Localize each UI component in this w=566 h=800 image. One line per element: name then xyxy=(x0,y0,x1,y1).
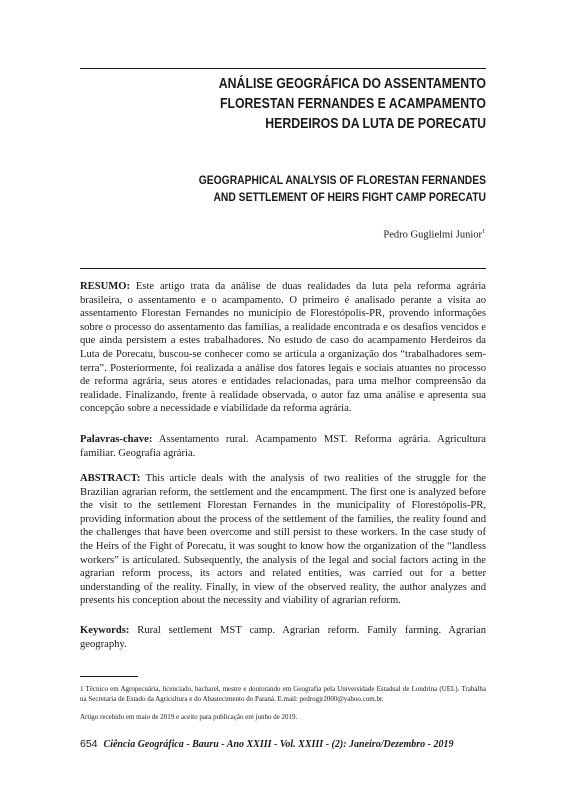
resumo-label: RESUMO: xyxy=(80,281,131,292)
keywords-label: Keywords: xyxy=(80,625,130,636)
keywords-paragraph xyxy=(80,624,486,651)
received-note: Artigo recebido em maio de 2019 e aceito para publicação em junho de 2019. xyxy=(80,713,298,721)
article-title xyxy=(153,74,486,134)
subtitle-line-1: GEOGRAPHICAL ANALYSIS OF FLORESTAN FERNANDES xyxy=(198,173,486,187)
author-footnote: 1 Técnico em Agropecuária, licenciado, bacharel, mestre e doutorando em Geografia pela Universidade Estadual de Londrina (UEL). Trabalha na Secretaria de Estado da Agricultura e do Abastecimento do Paraná. E.mail: pedrogjr2000@yahoo.com.br. xyxy=(80,685,486,703)
abstract-text: This article deals with the analysis of two realities of the struggle for the Brazilian agrarian reform, the settlement and the encampment. The first one is analyzed before the visit to the settlement Florestan Fernandes in the municipality of Florestópolis-PR, providing information about the process of the settlement of the families, the reality found and the challenges that have been overcome and still persist to these workers. In the case study of the Heirs of the Fight of Porecatu, it was sought to know how the organization of the “landless workers” is articulated. Subsequently, the analysis of the legal and social factors acting in the agrarian reform process, its actors and related entities, was carried out for a better understanding of the reality. Finally, in view of the observed reality, the author analyzes and presents his conception about the necessity and viability of agrarian reform. xyxy=(80,473,486,607)
title-line-3: HERDEIROS DA LUTA DE PORECATU xyxy=(265,115,486,132)
page-footer xyxy=(80,738,453,750)
author-name-text: Pedro Guglielmi Junior xyxy=(383,229,482,241)
author-footnote-mark: 1 xyxy=(482,229,485,235)
header-divider xyxy=(80,268,486,269)
palavras-chave-paragraph xyxy=(80,433,486,460)
title-line-2: FLORESTAN FERNANDES E ACAMPAMENTO xyxy=(219,95,486,112)
title-line-1: ANÁLISE GEOGRÁFICA DO ASSENTAMENTO xyxy=(218,75,486,92)
journal-citation: Ciência Geográfica - Bauru - Ano XXIII - Vol. XXIII - (2): Janeiro/Dezembro - 2019 xyxy=(103,739,454,750)
subtitle-line-2: AND SETTLEMENT OF HEIRS FIGHT CAMP PORECATU xyxy=(213,190,486,204)
article-subtitle-english xyxy=(137,172,486,206)
palavras-chave-text: Assentamento rural. Acampamento MST. Reforma agrária. Agricultura familiar. Geografia agrária. xyxy=(80,434,486,459)
resumo-text: Este artigo trata da análise de duas realidades da luta pela reforma agrária brasileira, o assentamento e o acampamento. O primeiro é analisado perante a visita ao assentamento Florestan Fernandes no município de Florestópolis-PR, provendo informações sobre o processo do assentamento das famílias, a realidade encontrada e os desafios vencidos e que ainda persistem a estes trabalhadores. No estudo de caso do acampamento Herdeiros da Luta de Porecatu, buscou-se conhecer como se articula a organização dos “trabalhadores sem-terra”. Posteriormente, foi realizada a análise dos fatores legais e sociais atuantes no processo de reforma agrária, seus atores e entidades relacionadas, para uma melhor compreensão da realidade. Finalizando, frente à realidade observada, o autor faz uma análise e apresenta sua concepção sobre a necessidade e viabilidade da reforma agrária. xyxy=(80,281,486,415)
author-name xyxy=(383,229,485,241)
keywords-text: Rural settlement MST camp. Agrarian reform. Family farming. Agrarian geography. xyxy=(80,625,486,650)
palavras-chave-label: Palavras-chave: xyxy=(80,434,153,445)
footnote-separator xyxy=(80,676,138,677)
page-number: 654 xyxy=(80,738,98,750)
resumo-paragraph xyxy=(80,280,486,416)
abstract-label: ABSTRACT: xyxy=(80,473,141,484)
abstract-paragraph xyxy=(80,472,486,608)
top-rule xyxy=(80,68,486,69)
